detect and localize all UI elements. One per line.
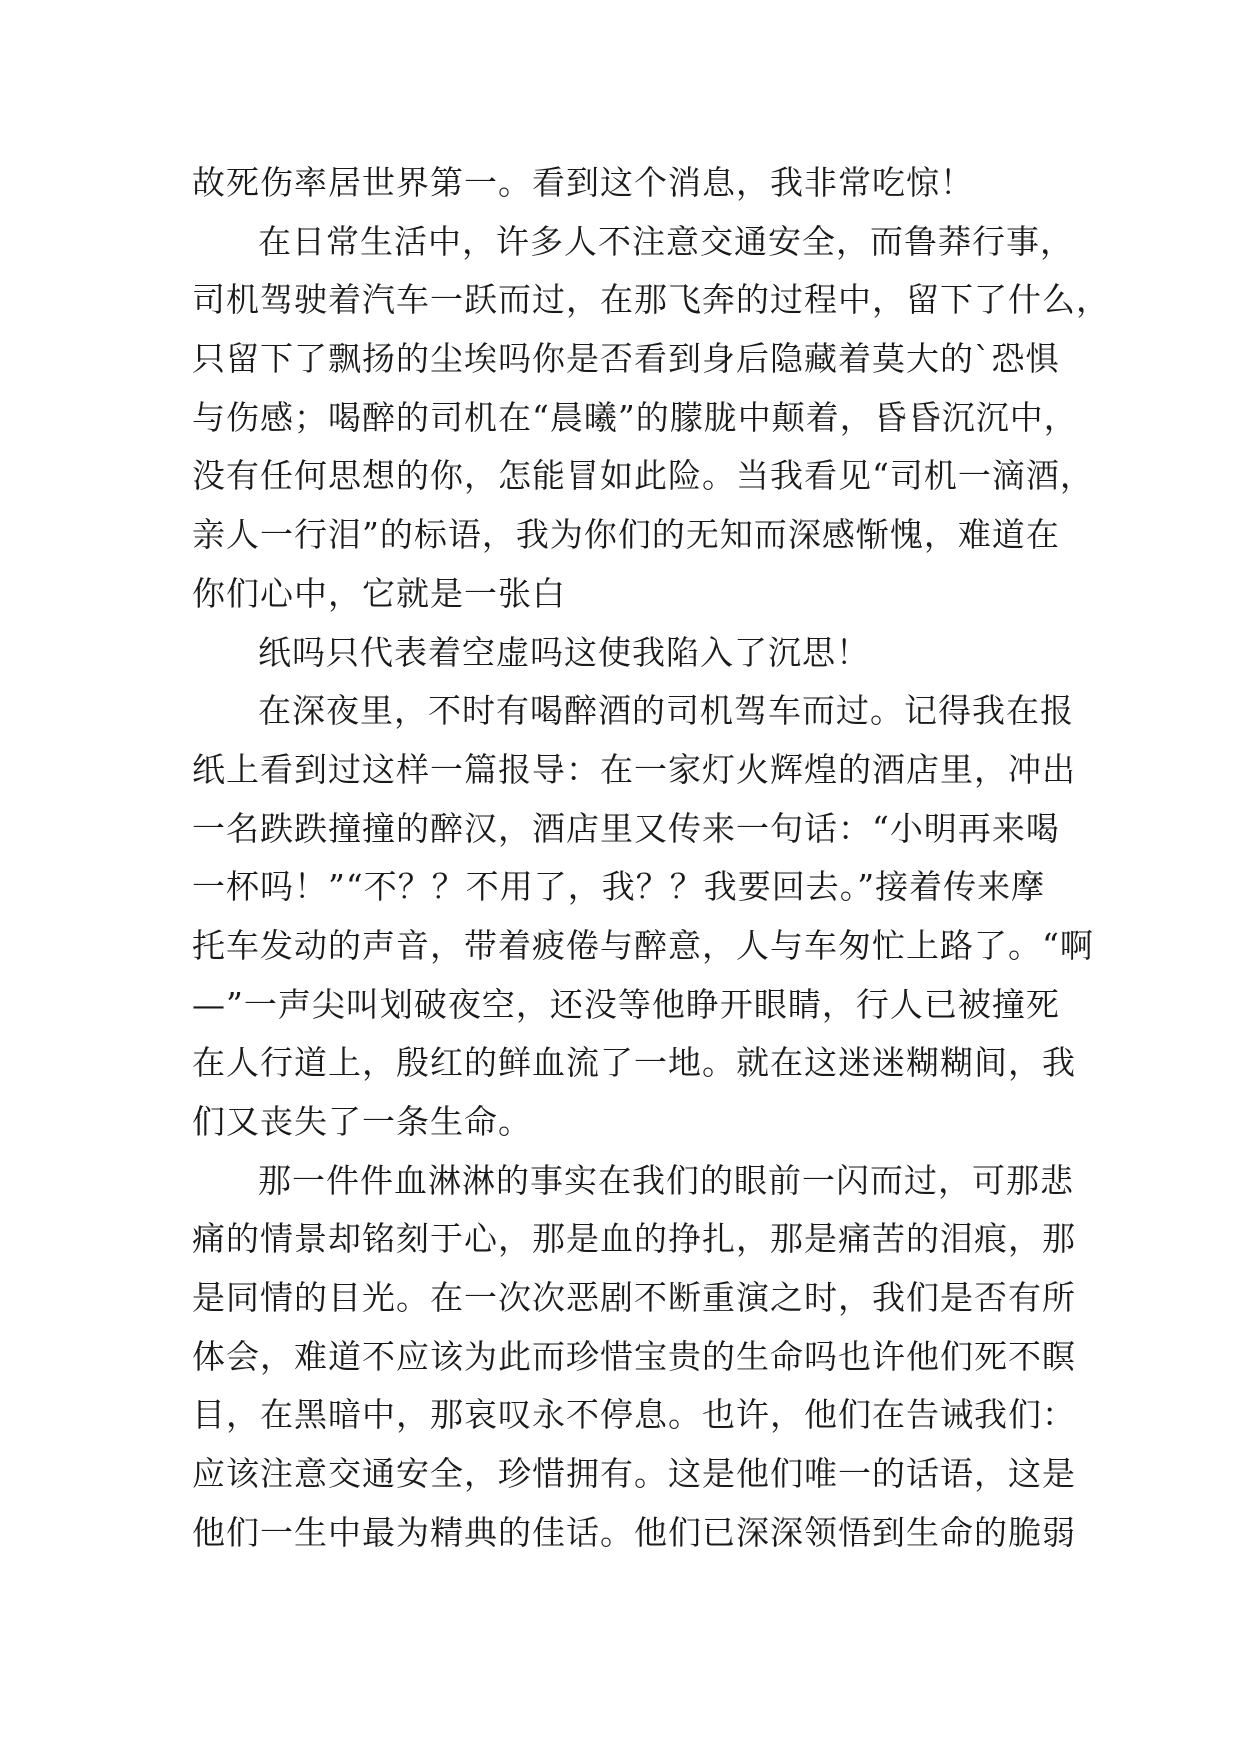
text-line: 是同情的目光。在一次次恶剧不断重演之时，我们是否有所 [192,1278,1076,1318]
text-line: 亲人一行泪”的标语，我为你们的无知而深感惭愧，难道在 [192,515,1060,555]
text-line: —”一声尖叫划破夜空，还没等他睁开眼睛，行人已被撞死 [192,984,1060,1024]
text-line: 目，在黑暗中，那哀叹永不停息。也许，他们在告诫我们： [192,1395,1076,1435]
text-line: 故死伤率居世界第一。看到这个消息，我非常吃惊！ [192,163,974,202]
text-line: 与伤感；喝醉的司机在“晨曦”的朦胧中颠着，昏昏沉沉中， [192,397,1078,437]
text-line: 们又丧失了一条生命。 [192,1102,532,1141]
text-line: 你们心中，它就是一张白 [192,573,566,613]
text-line: 一名跌跌撞撞的醉汉，酒店里又传来一句话：“小明再来喝 [192,808,1060,848]
text-line: 在人行道上，殷红的鲜血流了一地。就在这迷迷糊糊间，我 [192,1043,1076,1083]
text-line: 那一件件血淋淋的事实在我们的眼前一闪而过，可那悲 [258,1160,1074,1200]
text-line: 在深夜里，不时有喝醉酒的司机驾车而过。记得我在报 [258,691,1074,731]
text-line: 体会，难道不应该为此而珍惜宝贵的生命吗也许他们死不瞑 [192,1336,1076,1376]
text-line: 纸吗只代表着空虚吗这使我陷入了沉思！ [258,632,870,672]
text-line: 一杯吗！”“不？？不用了，我？？我要回去。”接着传来摩 [192,867,1046,907]
body-text [192,154,1110,1563]
text-line: 他们一生中最为精典的佳话。他们已深深领悟到生命的脆弱 [192,1512,1076,1552]
text-line: 司机驾驶着汽车一跃而过，在那飞奔的过程中，留下了什么， [192,280,1110,320]
text-line: 在日常生活中，许多人不注意交通安全，而鲁莽行事， [258,221,1074,261]
text-line: 托车发动的声音，带着疲倦与醉意，人与车匆忙上路了。“啊 [192,925,1094,965]
text-line: 应该注意交通安全，珍惜拥有。这是他们唯一的话语，这是 [192,1454,1076,1494]
text-line: 痛的情景却铭刻于心，那是血的挣扎，那是痛苦的泪痕，那 [192,1219,1076,1259]
text-line: 没有任何思想的你，怎能冒如此险。当我看见“司机一滴酒， [192,456,1094,496]
text-line: 纸上看到过这样一篇报导：在一家灯火辉煌的酒店里，冲出 [192,749,1076,789]
text-line: 只留下了飘扬的尘埃吗你是否看到身后隐藏着莫大的`恐惧 [192,339,1060,379]
